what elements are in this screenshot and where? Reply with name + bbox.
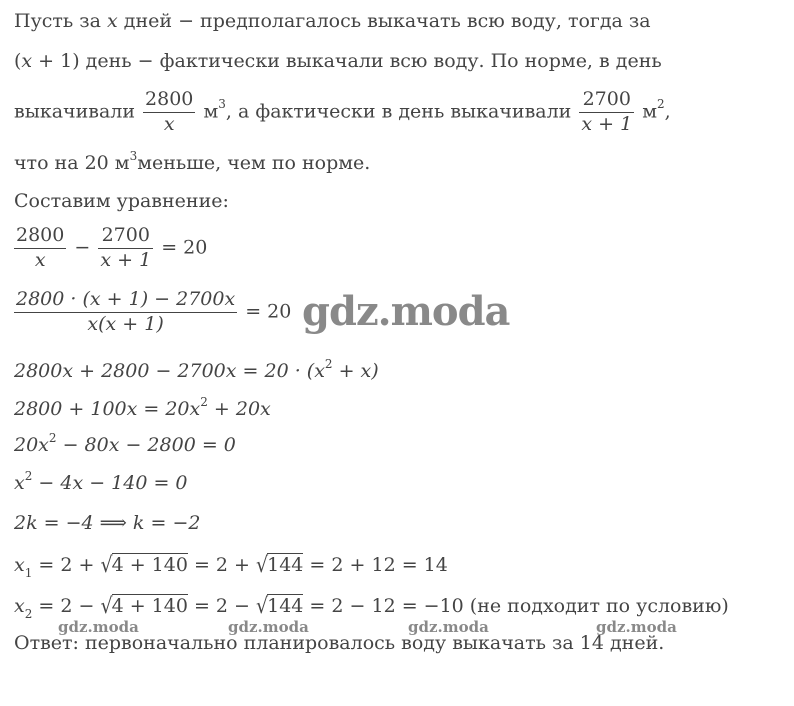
root-x1 xyxy=(14,552,448,580)
expr: + 20x xyxy=(207,398,271,420)
exponent: 2 xyxy=(200,395,208,409)
intro-line-3 xyxy=(14,88,671,137)
intro-line-1 xyxy=(14,12,651,31)
expr: 2800 + 100x = 20x xyxy=(14,398,201,420)
denominator: x + 1 xyxy=(581,112,633,135)
subscript: 1 xyxy=(24,566,33,580)
exponent: 2 xyxy=(324,357,333,371)
watermark: gdz.moda xyxy=(302,288,510,335)
expr: = 2 + xyxy=(32,554,101,576)
sqrt-icon: √ xyxy=(256,593,269,619)
expr: 20x xyxy=(14,434,49,456)
expr: = 2 − xyxy=(187,595,257,617)
expr: = 2 − 12 = −10 (не подходит по условию) xyxy=(303,595,729,617)
watermark: gdz.moda xyxy=(408,618,489,636)
subscript: 2 xyxy=(24,607,33,621)
text: выкачивали xyxy=(14,100,142,123)
denominator: x(x + 1) xyxy=(87,312,164,335)
text: Пусть за xyxy=(14,10,108,32)
radicand: 4 + 140 xyxy=(111,554,188,576)
solution-heading: Составим уравнение: xyxy=(14,190,229,212)
numerator: 2800 xyxy=(14,224,66,249)
fraction-2800-x xyxy=(143,88,195,137)
equation-3 xyxy=(14,357,379,382)
expr: + x) xyxy=(332,360,379,382)
exponent: 2 xyxy=(24,469,33,483)
equation-4 xyxy=(14,395,271,420)
denominator: x xyxy=(34,248,46,271)
intro-line-4 xyxy=(14,149,371,174)
fraction xyxy=(14,288,237,337)
intro-line-2 xyxy=(14,52,662,71)
equation-6 xyxy=(14,469,188,494)
sqrt-icon: √ xyxy=(100,552,113,578)
sqrt-icon: √ xyxy=(100,593,113,619)
expr: = 2 + xyxy=(187,554,257,576)
sqrt-icon: √ xyxy=(256,552,269,578)
radicand: 144 xyxy=(267,554,304,576)
var-x: x xyxy=(14,554,25,576)
text: + 1) день − фактически выкачали всю воду. По норме, в день xyxy=(32,50,662,72)
answer: Ответ: первоначально планировалось воду выкачать за 14 дней. xyxy=(14,632,665,654)
rhs: = 20 xyxy=(239,300,292,323)
expr: − 80x − 2800 = 0 xyxy=(56,434,236,456)
var-x: x xyxy=(14,595,25,617)
var-x: x xyxy=(21,50,33,72)
fraction xyxy=(98,224,153,273)
watermark: gdz.moda xyxy=(58,618,139,636)
var-x: x xyxy=(107,10,118,32)
exponent: 3 xyxy=(129,149,138,163)
radicand: 4 + 140 xyxy=(111,595,188,617)
expr: − 4x − 140 = 0 xyxy=(32,472,188,494)
root-x2 xyxy=(14,593,729,621)
text: меньше, чем по норме. xyxy=(137,152,371,174)
numerator: 2800 xyxy=(143,88,195,113)
equation-7: 2k = −4 ⟹ k = −2 xyxy=(14,512,201,534)
unit: м xyxy=(636,100,658,123)
expr: = 2 − xyxy=(32,595,101,617)
text: , а фактически в день выкачивали xyxy=(225,100,578,123)
fraction xyxy=(14,224,66,273)
numerator: 2700 xyxy=(579,88,634,113)
numerator: 2800 · (x + 1) − 2700x xyxy=(14,288,237,313)
exponent: 3 xyxy=(218,97,226,112)
rhs: = 20 xyxy=(155,236,208,259)
equation-2 xyxy=(14,288,291,337)
denominator: x xyxy=(163,112,175,135)
unit: м xyxy=(197,100,219,123)
text: ( xyxy=(14,50,22,72)
expr: x xyxy=(14,472,25,494)
exponent: 2 xyxy=(48,431,57,445)
equation-1 xyxy=(14,224,207,273)
text: что на 20 м xyxy=(14,152,130,174)
operator: − xyxy=(68,236,97,259)
watermark: gdz.moda xyxy=(596,618,677,636)
text: , xyxy=(664,100,671,123)
radicand: 144 xyxy=(267,595,304,617)
watermark: gdz.moda xyxy=(228,618,309,636)
text: дней − предполагалось выкачать всю воду, тогда за xyxy=(117,10,651,32)
equation-5 xyxy=(14,431,236,456)
fraction-2700-x-plus-1 xyxy=(579,88,634,137)
expr: = 2 + 12 = 14 xyxy=(303,554,448,576)
numerator: 2700 xyxy=(98,224,153,249)
exponent: 2 xyxy=(657,97,665,112)
denominator: x + 1 xyxy=(100,248,152,271)
expr: 2800x + 2800 − 2700x = 20 · (x xyxy=(14,360,325,382)
